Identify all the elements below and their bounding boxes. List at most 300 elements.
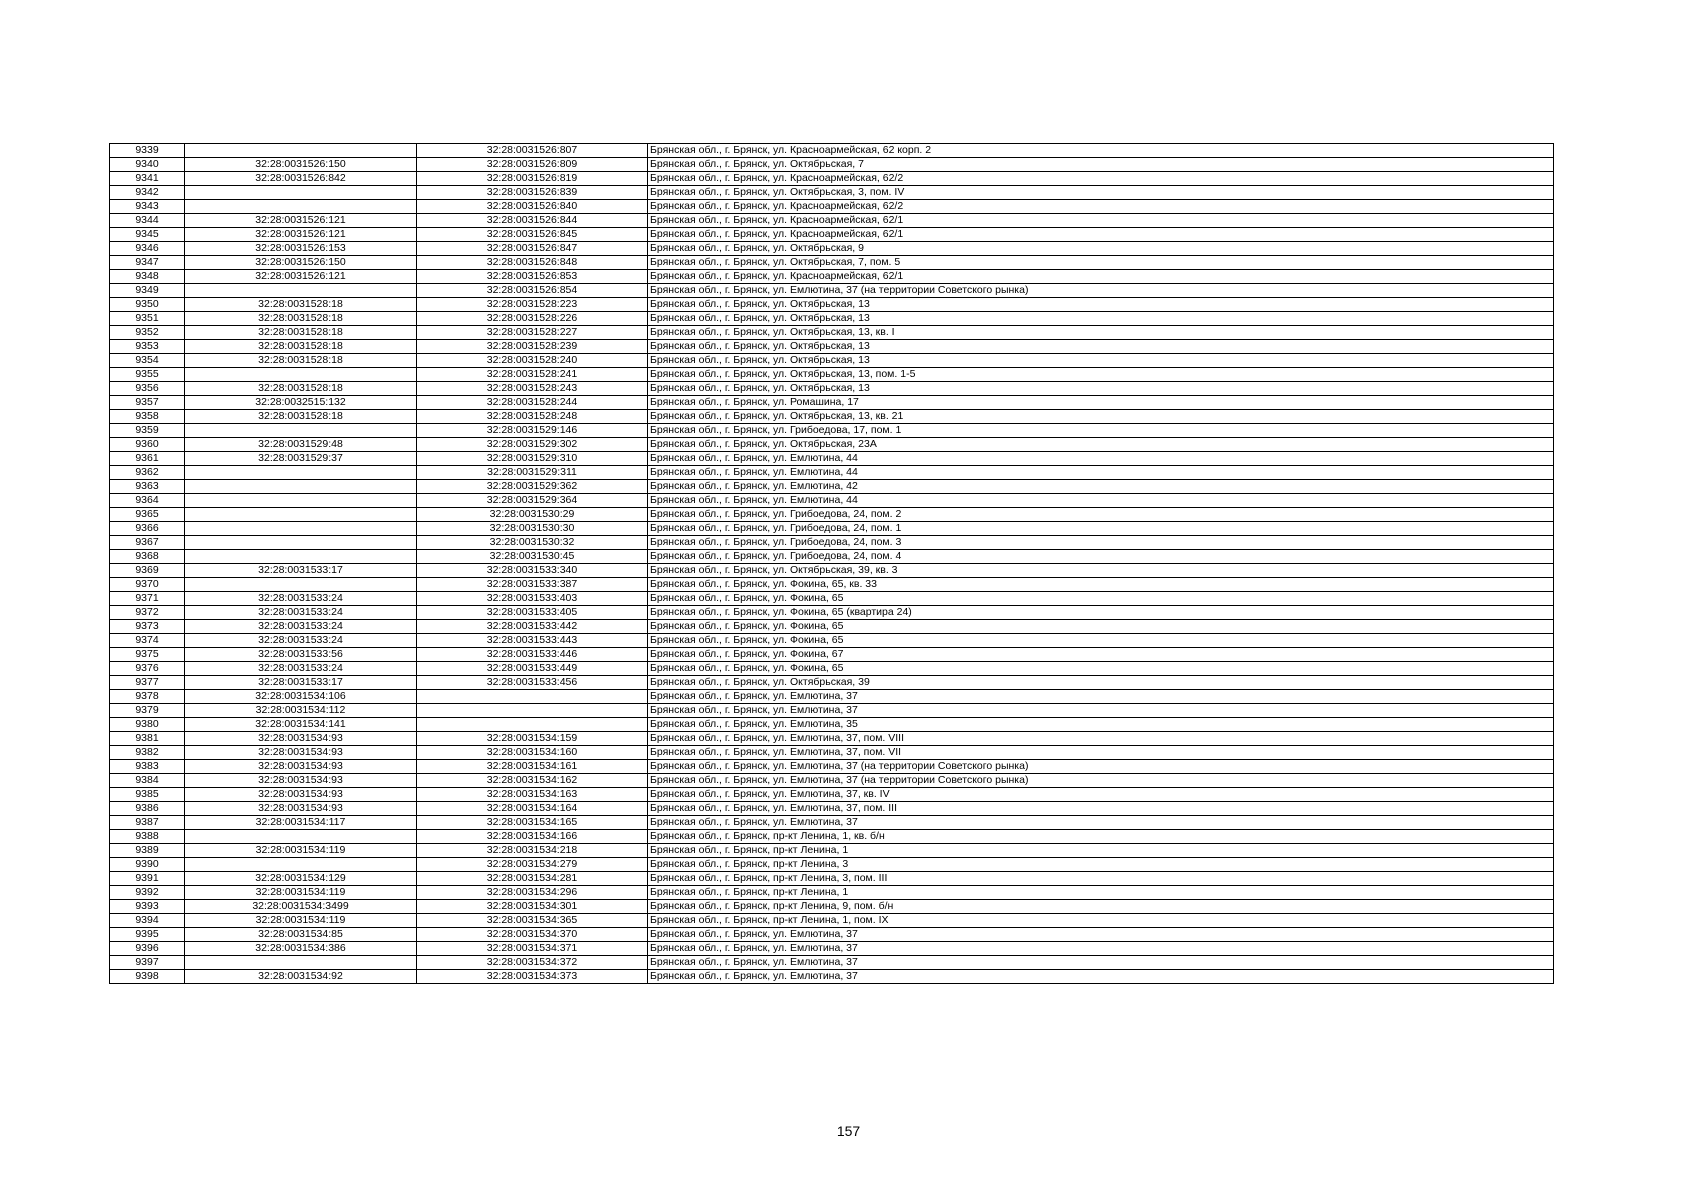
parent-cadastral-cell	[185, 522, 417, 536]
cadastral-number-cell: 32:28:0031526:844	[417, 214, 648, 228]
parent-cadastral-cell: 32:28:0031528:18	[185, 410, 417, 424]
table-row	[110, 592, 1554, 606]
cadastral-number-cell: 32:28:0031534:165	[417, 816, 648, 830]
table-row	[110, 732, 1554, 746]
cadastral-number-cell: 32:28:0031534:279	[417, 858, 648, 872]
parent-cadastral-cell: 32:28:0031533:24	[185, 606, 417, 620]
parent-cadastral-cell	[185, 508, 417, 522]
table-row	[110, 872, 1554, 886]
table-body	[110, 144, 1554, 984]
address-cell: Брянская обл., г. Брянск, ул. Фокина, 65	[648, 662, 1554, 676]
parent-cadastral-cell: 32:28:0031533:17	[185, 676, 417, 690]
cadastral-number-cell: 32:28:0031534:281	[417, 872, 648, 886]
parent-cadastral-cell: 32:28:0031526:842	[185, 172, 417, 186]
address-cell: Брянская обл., г. Брянск, ул. Фокина, 65	[648, 634, 1554, 648]
row-number-cell: 9374	[110, 634, 185, 648]
cadastral-number-cell: 32:28:0031529:302	[417, 438, 648, 452]
cadastral-number-cell: 32:28:0031533:403	[417, 592, 648, 606]
row-number-cell: 9349	[110, 284, 185, 298]
address-cell: Брянская обл., г. Брянск, ул. Красноармейская, 62/1	[648, 214, 1554, 228]
address-cell: Брянская обл., г. Брянск, ул. Фокина, 65, кв. 33	[648, 578, 1554, 592]
address-cell: Брянская обл., г. Брянск, ул. Емлютина, 44	[648, 466, 1554, 480]
address-cell: Брянская обл., г. Брянск, ул. Емлютина, 37 (на территории Советского рынка)	[648, 774, 1554, 788]
table-row	[110, 536, 1554, 550]
row-number-cell: 9341	[110, 172, 185, 186]
cadastral-number-cell: 32:28:0031533:456	[417, 676, 648, 690]
table-row	[110, 802, 1554, 816]
cadastral-number-cell: 32:28:0031533:442	[417, 620, 648, 634]
row-number-cell: 9372	[110, 606, 185, 620]
row-number-cell: 9398	[110, 970, 185, 984]
row-number-cell: 9350	[110, 298, 185, 312]
row-number-cell: 9382	[110, 746, 185, 760]
address-cell: Брянская обл., г. Брянск, ул. Октябрьская, 3, пом. IV	[648, 186, 1554, 200]
parent-cadastral-cell: 32:28:0031526:121	[185, 228, 417, 242]
row-number-cell: 9387	[110, 816, 185, 830]
row-number-cell: 9367	[110, 536, 185, 550]
address-cell: Брянская обл., г. Брянск, ул. Емлютина, 37	[648, 942, 1554, 956]
address-cell: Брянская обл., г. Брянск, ул. Ромашина, 17	[648, 396, 1554, 410]
table-row	[110, 606, 1554, 620]
parent-cadastral-cell	[185, 186, 417, 200]
parent-cadastral-cell: 32:28:0031534:3499	[185, 900, 417, 914]
parent-cadastral-cell	[185, 200, 417, 214]
table-row	[110, 620, 1554, 634]
table-row	[110, 662, 1554, 676]
table-row	[110, 494, 1554, 508]
address-cell: Брянская обл., г. Брянск, пр-кт Ленина, 3, пом. III	[648, 872, 1554, 886]
table-row	[110, 704, 1554, 718]
cadastral-number-cell: 32:28:0031533:405	[417, 606, 648, 620]
row-number-cell: 9376	[110, 662, 185, 676]
cadastral-number-cell: 32:28:0031526:809	[417, 158, 648, 172]
cadastral-number-cell: 32:28:0031534:301	[417, 900, 648, 914]
table-row	[110, 956, 1554, 970]
address-cell: Брянская обл., г. Брянск, ул. Емлютина, 37, пом. VII	[648, 746, 1554, 760]
row-number-cell: 9351	[110, 312, 185, 326]
row-number-cell: 9392	[110, 886, 185, 900]
cadastral-number-cell	[417, 704, 648, 718]
address-cell: Брянская обл., г. Брянск, ул. Октябрьская, 39	[648, 676, 1554, 690]
row-number-cell: 9362	[110, 466, 185, 480]
address-cell: Брянская обл., г. Брянск, ул. Емлютина, 37, кв. IV	[648, 788, 1554, 802]
parent-cadastral-cell: 32:28:0031534:119	[185, 844, 417, 858]
address-cell: Брянская обл., г. Брянск, пр-кт Ленина, 1	[648, 844, 1554, 858]
table-row	[110, 886, 1554, 900]
cadastral-number-cell: 32:28:0031534:373	[417, 970, 648, 984]
parent-cadastral-cell: 32:28:0031533:24	[185, 634, 417, 648]
table-row	[110, 354, 1554, 368]
cadastral-number-cell: 32:28:0031528:240	[417, 354, 648, 368]
address-cell: Брянская обл., г. Брянск, ул. Грибоедова, 24, пом. 3	[648, 536, 1554, 550]
parent-cadastral-cell	[185, 284, 417, 298]
table-row	[110, 928, 1554, 942]
address-cell: Брянская обл., г. Брянск, ул. Емлютина, 44	[648, 452, 1554, 466]
parent-cadastral-cell: 32:28:0031534:117	[185, 816, 417, 830]
row-number-cell: 9361	[110, 452, 185, 466]
cadastral-number-cell: 32:28:0031528:223	[417, 298, 648, 312]
cadastral-number-cell: 32:28:0031526:854	[417, 284, 648, 298]
cadastral-number-cell: 32:28:0031526:807	[417, 144, 648, 158]
parent-cadastral-cell: 32:28:0031534:93	[185, 732, 417, 746]
cadastral-number-cell: 32:28:0031528:243	[417, 382, 648, 396]
address-cell: Брянская обл., г. Брянск, ул. Емлютина, 35	[648, 718, 1554, 732]
parent-cadastral-cell: 32:28:0031528:18	[185, 298, 417, 312]
address-cell: Брянская обл., г. Брянск, ул. Октябрьская, 13, кв. I	[648, 326, 1554, 340]
cadastral-number-cell: 32:28:0031529:362	[417, 480, 648, 494]
row-number-cell: 9353	[110, 340, 185, 354]
row-number-cell: 9397	[110, 956, 185, 970]
cadastral-number-cell: 32:28:0031534:163	[417, 788, 648, 802]
address-cell: Брянская обл., г. Брянск, ул. Октябрьская, 13	[648, 382, 1554, 396]
address-cell: Брянская обл., г. Брянск, ул. Октябрьская, 13, кв. 21	[648, 410, 1554, 424]
address-cell: Брянская обл., г. Брянск, ул. Октябрьская, 7	[648, 158, 1554, 172]
row-number-cell: 9363	[110, 480, 185, 494]
parent-cadastral-cell: 32:28:0031534:93	[185, 774, 417, 788]
parent-cadastral-cell: 32:28:0031528:18	[185, 382, 417, 396]
table-row	[110, 466, 1554, 480]
table-row	[110, 214, 1554, 228]
row-number-cell: 9380	[110, 718, 185, 732]
cadastral-number-cell: 32:28:0031533:340	[417, 564, 648, 578]
row-number-cell: 9368	[110, 550, 185, 564]
cadastral-number-cell: 32:28:0031534:159	[417, 732, 648, 746]
table-row	[110, 900, 1554, 914]
parent-cadastral-cell: 32:28:0031534:93	[185, 760, 417, 774]
parent-cadastral-cell: 32:28:0031534:85	[185, 928, 417, 942]
cadastral-number-cell: 32:28:0031528:244	[417, 396, 648, 410]
table-row	[110, 760, 1554, 774]
address-cell: Брянская обл., г. Брянск, ул. Емлютина, 37 (на территории Советского рынка)	[648, 284, 1554, 298]
row-number-cell: 9343	[110, 200, 185, 214]
parent-cadastral-cell	[185, 424, 417, 438]
address-cell: Брянская обл., г. Брянск, ул. Емлютина, 37	[648, 816, 1554, 830]
table-row	[110, 172, 1554, 186]
cadastral-number-cell: 32:28:0031534:365	[417, 914, 648, 928]
address-cell: Брянская обл., г. Брянск, пр-кт Ленина, 1, кв. б/н	[648, 830, 1554, 844]
row-number-cell: 9383	[110, 760, 185, 774]
parent-cadastral-cell: 32:28:0031534:93	[185, 788, 417, 802]
cadastral-number-cell: 32:28:0031528:226	[417, 312, 648, 326]
row-number-cell: 9339	[110, 144, 185, 158]
address-cell: Брянская обл., г. Брянск, ул. Октябрьская, 23А	[648, 438, 1554, 452]
address-cell: Брянская обл., г. Брянск, ул. Фокина, 65 (квартира 24)	[648, 606, 1554, 620]
parent-cadastral-cell: 32:28:0031529:37	[185, 452, 417, 466]
table-row	[110, 830, 1554, 844]
table-row	[110, 690, 1554, 704]
address-cell: Брянская обл., г. Брянск, ул. Фокина, 67	[648, 648, 1554, 662]
table-row	[110, 256, 1554, 270]
parent-cadastral-cell: 32:28:0031533:56	[185, 648, 417, 662]
address-cell: Брянская обл., г. Брянск, ул. Емлютина, 42	[648, 480, 1554, 494]
cadastral-number-cell: 32:28:0031534:166	[417, 830, 648, 844]
address-cell: Брянская обл., г. Брянск, пр-кт Ленина, 1, пом. IX	[648, 914, 1554, 928]
row-number-cell: 9364	[110, 494, 185, 508]
cadastral-number-cell: 32:28:0031534:296	[417, 886, 648, 900]
row-number-cell: 9386	[110, 802, 185, 816]
cadastral-number-cell: 32:28:0031533:449	[417, 662, 648, 676]
cadastral-number-cell	[417, 690, 648, 704]
parent-cadastral-cell: 32:28:0031533:24	[185, 592, 417, 606]
cadastral-number-cell: 32:28:0031529:146	[417, 424, 648, 438]
address-cell: Брянская обл., г. Брянск, пр-кт Ленина, 3	[648, 858, 1554, 872]
row-number-cell: 9359	[110, 424, 185, 438]
address-cell: Брянская обл., г. Брянск, ул. Красноармейская, 62 корп. 2	[648, 144, 1554, 158]
parent-cadastral-cell: 32:28:0031533:24	[185, 620, 417, 634]
table-row	[110, 242, 1554, 256]
table-row	[110, 774, 1554, 788]
row-number-cell: 9360	[110, 438, 185, 452]
table-row	[110, 858, 1554, 872]
parent-cadastral-cell: 32:28:0031528:18	[185, 354, 417, 368]
parent-cadastral-cell: 32:28:0031526:121	[185, 270, 417, 284]
table-row	[110, 676, 1554, 690]
parent-cadastral-cell: 32:28:0031529:48	[185, 438, 417, 452]
cadastral-number-cell: 32:28:0031529:310	[417, 452, 648, 466]
row-number-cell: 9390	[110, 858, 185, 872]
address-cell: Брянская обл., г. Брянск, ул. Емлютина, 37	[648, 704, 1554, 718]
address-cell: Брянская обл., г. Брянск, ул. Октябрьская, 13	[648, 298, 1554, 312]
cadastral-number-cell: 32:28:0031530:29	[417, 508, 648, 522]
address-cell: Брянская обл., г. Брянск, ул. Грибоедова, 24, пом. 4	[648, 550, 1554, 564]
table-row	[110, 564, 1554, 578]
cadastral-number-cell: 32:28:0031529:364	[417, 494, 648, 508]
cadastral-number-cell: 32:28:0031534:370	[417, 928, 648, 942]
address-cell: Брянская обл., г. Брянск, пр-кт Ленина, 1	[648, 886, 1554, 900]
parent-cadastral-cell	[185, 480, 417, 494]
table-row	[110, 424, 1554, 438]
parent-cadastral-cell	[185, 956, 417, 970]
row-number-cell: 9381	[110, 732, 185, 746]
table-row	[110, 368, 1554, 382]
parent-cadastral-cell: 32:28:0031534:106	[185, 690, 417, 704]
cadastral-number-cell: 32:28:0031534:161	[417, 760, 648, 774]
cadastral-number-cell: 32:28:0031533:443	[417, 634, 648, 648]
parent-cadastral-cell	[185, 494, 417, 508]
parent-cadastral-cell: 32:28:0031534:112	[185, 704, 417, 718]
row-number-cell: 9384	[110, 774, 185, 788]
address-cell: Брянская обл., г. Брянск, ул. Емлютина, 37 (на территории Советского рынка)	[648, 760, 1554, 774]
row-number-cell: 9352	[110, 326, 185, 340]
property-table	[109, 143, 1554, 984]
table-row	[110, 228, 1554, 242]
cadastral-number-cell: 32:28:0031530:30	[417, 522, 648, 536]
row-number-cell: 9354	[110, 354, 185, 368]
parent-cadastral-cell: 32:28:0031534:92	[185, 970, 417, 984]
table-row	[110, 788, 1554, 802]
address-cell: Брянская обл., г. Брянск, ул. Октябрьская, 7, пом. 5	[648, 256, 1554, 270]
row-number-cell: 9358	[110, 410, 185, 424]
address-cell: Брянская обл., г. Брянск, ул. Грибоедова, 17, пом. 1	[648, 424, 1554, 438]
parent-cadastral-cell: 32:28:0032515:132	[185, 396, 417, 410]
table-row	[110, 816, 1554, 830]
row-number-cell: 9370	[110, 578, 185, 592]
row-number-cell: 9344	[110, 214, 185, 228]
cadastral-number-cell: 32:28:0031528:239	[417, 340, 648, 354]
parent-cadastral-cell: 32:28:0031526:153	[185, 242, 417, 256]
address-cell: Брянская обл., г. Брянск, ул. Красноармейская, 62/2	[648, 172, 1554, 186]
parent-cadastral-cell	[185, 536, 417, 550]
table-row	[110, 144, 1554, 158]
row-number-cell: 9389	[110, 844, 185, 858]
address-cell: Брянская обл., г. Брянск, ул. Емлютина, 37	[648, 956, 1554, 970]
table-row	[110, 746, 1554, 760]
address-cell: Брянская обл., г. Брянск, ул. Емлютина, 37, пом. VIII	[648, 732, 1554, 746]
row-number-cell: 9356	[110, 382, 185, 396]
table-row	[110, 382, 1554, 396]
parent-cadastral-cell: 32:28:0031534:141	[185, 718, 417, 732]
cadastral-number-cell: 32:28:0031534:164	[417, 802, 648, 816]
table-row	[110, 844, 1554, 858]
cadastral-number-cell: 32:28:0031528:241	[417, 368, 648, 382]
table-row	[110, 326, 1554, 340]
parent-cadastral-cell: 32:28:0031534:93	[185, 802, 417, 816]
row-number-cell: 9377	[110, 676, 185, 690]
cadastral-number-cell: 32:28:0031528:248	[417, 410, 648, 424]
table-row	[110, 396, 1554, 410]
parent-cadastral-cell: 32:28:0031534:119	[185, 886, 417, 900]
cadastral-number-cell: 32:28:0031526:853	[417, 270, 648, 284]
parent-cadastral-cell: 32:28:0031526:121	[185, 214, 417, 228]
row-number-cell: 9388	[110, 830, 185, 844]
cadastral-number-cell: 32:28:0031526:845	[417, 228, 648, 242]
parent-cadastral-cell	[185, 830, 417, 844]
row-number-cell: 9373	[110, 620, 185, 634]
parent-cadastral-cell: 32:28:0031533:24	[185, 662, 417, 676]
row-number-cell: 9371	[110, 592, 185, 606]
table-row	[110, 550, 1554, 564]
table-row	[110, 648, 1554, 662]
address-cell: Брянская обл., г. Брянск, ул. Красноармейская, 62/2	[648, 200, 1554, 214]
table-row	[110, 970, 1554, 984]
address-cell: Брянская обл., г. Брянск, ул. Октябрьская, 13	[648, 340, 1554, 354]
table-row	[110, 298, 1554, 312]
cadastral-number-cell: 32:28:0031534:218	[417, 844, 648, 858]
parent-cadastral-cell: 32:28:0031526:150	[185, 158, 417, 172]
address-cell: Брянская обл., г. Брянск, ул. Октябрьская, 13	[648, 354, 1554, 368]
table-row	[110, 452, 1554, 466]
parent-cadastral-cell: 32:28:0031534:129	[185, 872, 417, 886]
row-number-cell: 9375	[110, 648, 185, 662]
table-row	[110, 480, 1554, 494]
address-cell: Брянская обл., г. Брянск, ул. Емлютина, 37	[648, 970, 1554, 984]
parent-cadastral-cell: 32:28:0031534:386	[185, 942, 417, 956]
parent-cadastral-cell: 32:28:0031526:150	[185, 256, 417, 270]
address-cell: Брянская обл., г. Брянск, ул. Октябрьская, 13, пом. 1-5	[648, 368, 1554, 382]
row-number-cell: 9385	[110, 788, 185, 802]
page-number: 157	[836, 1123, 861, 1139]
row-number-cell: 9355	[110, 368, 185, 382]
table-row	[110, 410, 1554, 424]
row-number-cell: 9357	[110, 396, 185, 410]
cadastral-number-cell: 32:28:0031530:32	[417, 536, 648, 550]
row-number-cell: 9345	[110, 228, 185, 242]
cadastral-number-cell: 32:28:0031526:819	[417, 172, 648, 186]
row-number-cell: 9395	[110, 928, 185, 942]
row-number-cell: 9378	[110, 690, 185, 704]
row-number-cell: 9393	[110, 900, 185, 914]
cadastral-number-cell: 32:28:0031526:847	[417, 242, 648, 256]
table-row	[110, 942, 1554, 956]
row-number-cell: 9342	[110, 186, 185, 200]
cadastral-number-cell: 32:28:0031528:227	[417, 326, 648, 340]
address-cell: Брянская обл., г. Брянск, ул. Емлютина, 37	[648, 690, 1554, 704]
parent-cadastral-cell: 32:28:0031534:93	[185, 746, 417, 760]
address-cell: Брянская обл., г. Брянск, ул. Октябрьская, 9	[648, 242, 1554, 256]
row-number-cell: 9365	[110, 508, 185, 522]
address-cell: Брянская обл., г. Брянск, пр-кт Ленина, 9, пом. б/н	[648, 900, 1554, 914]
address-cell: Брянская обл., г. Брянск, ул. Емлютина, 44	[648, 494, 1554, 508]
parent-cadastral-cell	[185, 466, 417, 480]
cadastral-number-cell: 32:28:0031534:162	[417, 774, 648, 788]
row-number-cell: 9396	[110, 942, 185, 956]
parent-cadastral-cell: 32:28:0031528:18	[185, 340, 417, 354]
table-row	[110, 914, 1554, 928]
parent-cadastral-cell: 32:28:0031528:18	[185, 326, 417, 340]
cadastral-number-cell: 32:28:0031529:311	[417, 466, 648, 480]
address-cell: Брянская обл., г. Брянск, ул. Емлютина, 37	[648, 928, 1554, 942]
table-row	[110, 186, 1554, 200]
parent-cadastral-cell: 32:28:0031528:18	[185, 312, 417, 326]
table-row	[110, 508, 1554, 522]
address-cell: Брянская обл., г. Брянск, ул. Фокина, 65	[648, 620, 1554, 634]
table-row	[110, 340, 1554, 354]
address-cell: Брянская обл., г. Брянск, ул. Фокина, 65	[648, 592, 1554, 606]
table-row	[110, 438, 1554, 452]
cadastral-number-cell	[417, 718, 648, 732]
parent-cadastral-cell	[185, 550, 417, 564]
cadastral-number-cell: 32:28:0031526:848	[417, 256, 648, 270]
address-cell: Брянская обл., г. Брянск, ул. Октябрьская, 39, кв. 3	[648, 564, 1554, 578]
parent-cadastral-cell	[185, 578, 417, 592]
table-row	[110, 718, 1554, 732]
table-row	[110, 200, 1554, 214]
address-cell: Брянская обл., г. Брянск, ул. Октябрьская, 13	[648, 312, 1554, 326]
cadastral-number-cell: 32:28:0031533:387	[417, 578, 648, 592]
table-row	[110, 270, 1554, 284]
row-number-cell: 9379	[110, 704, 185, 718]
cadastral-number-cell: 32:28:0031530:45	[417, 550, 648, 564]
row-number-cell: 9348	[110, 270, 185, 284]
parent-cadastral-cell: 32:28:0031534:119	[185, 914, 417, 928]
row-number-cell: 9346	[110, 242, 185, 256]
cadastral-number-cell: 32:28:0031534:160	[417, 746, 648, 760]
row-number-cell: 9369	[110, 564, 185, 578]
cadastral-number-cell: 32:28:0031534:371	[417, 942, 648, 956]
table-row	[110, 634, 1554, 648]
cadastral-number-cell: 32:28:0031533:446	[417, 648, 648, 662]
parent-cadastral-cell	[185, 368, 417, 382]
parent-cadastral-cell	[185, 144, 417, 158]
table-row	[110, 284, 1554, 298]
parent-cadastral-cell	[185, 858, 417, 872]
cadastral-number-cell: 32:28:0031526:840	[417, 200, 648, 214]
row-number-cell: 9391	[110, 872, 185, 886]
row-number-cell: 9366	[110, 522, 185, 536]
cadastral-number-cell: 32:28:0031526:839	[417, 186, 648, 200]
cadastral-number-cell: 32:28:0031534:372	[417, 956, 648, 970]
address-cell: Брянская обл., г. Брянск, ул. Красноармейская, 62/1	[648, 270, 1554, 284]
table-row	[110, 578, 1554, 592]
parent-cadastral-cell: 32:28:0031533:17	[185, 564, 417, 578]
table-row	[110, 312, 1554, 326]
table-row	[110, 158, 1554, 172]
address-cell: Брянская обл., г. Брянск, ул. Грибоедова, 24, пом. 2	[648, 508, 1554, 522]
address-cell: Брянская обл., г. Брянск, ул. Красноармейская, 62/1	[648, 228, 1554, 242]
table-row	[110, 522, 1554, 536]
row-number-cell: 9394	[110, 914, 185, 928]
row-number-cell: 9340	[110, 158, 185, 172]
